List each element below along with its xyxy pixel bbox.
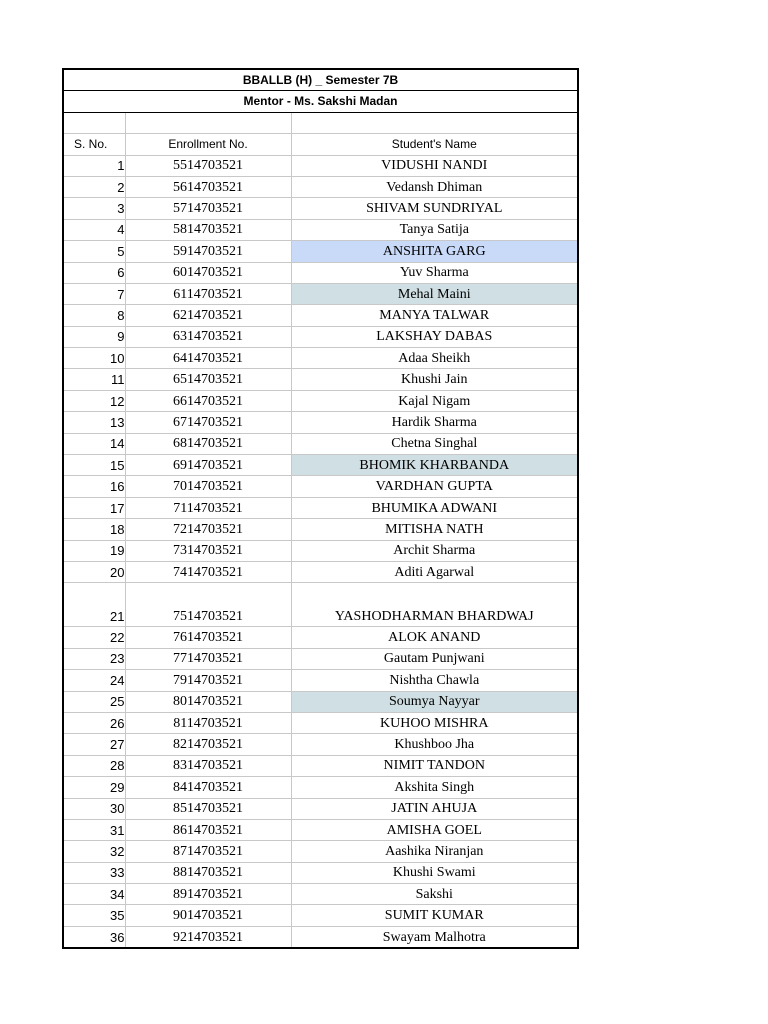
student-name-cell: Gautam Punjwani <box>291 648 578 669</box>
student-name-cell: Adaa Sheikh <box>291 348 578 369</box>
student-name-cell: Mehal Maini <box>291 283 578 304</box>
sno-cell: 3 <box>63 198 125 219</box>
table-row <box>63 262 578 283</box>
table-row <box>63 198 578 219</box>
table-row <box>63 691 578 712</box>
student-name-cell: Vedansh Dhiman <box>291 176 578 197</box>
enrollment-cell: 8314703521 <box>125 755 291 776</box>
table-row <box>63 561 578 582</box>
student-name-cell: Nishtha Chawla <box>291 670 578 691</box>
student-name-cell: Akshita Singh <box>291 777 578 798</box>
header-sno: S. No. <box>63 134 125 155</box>
sno-cell: 21 <box>63 583 125 627</box>
student-name-cell: Swayam Malhotra <box>291 926 578 948</box>
enrollment-cell: 6114703521 <box>125 283 291 304</box>
enrollment-cell: 8714703521 <box>125 841 291 862</box>
table-row <box>63 648 578 669</box>
enrollment-cell: 9014703521 <box>125 905 291 926</box>
sno-cell: 2 <box>63 176 125 197</box>
student-name-cell: Khushi Swami <box>291 862 578 883</box>
table-row <box>63 777 578 798</box>
sno-cell: 16 <box>63 476 125 497</box>
student-name-cell: Hardik Sharma <box>291 412 578 433</box>
enrollment-cell: 5814703521 <box>125 219 291 240</box>
table-row <box>63 627 578 648</box>
table-row <box>63 540 578 561</box>
enrollment-cell: 7914703521 <box>125 670 291 691</box>
table-row <box>63 884 578 905</box>
enrollment-cell: 8014703521 <box>125 691 291 712</box>
student-list-table <box>62 68 579 949</box>
enrollment-cell: 7714703521 <box>125 648 291 669</box>
sno-cell: 18 <box>63 519 125 540</box>
enrollment-cell: 5514703521 <box>125 155 291 176</box>
enrollment-cell: 7214703521 <box>125 519 291 540</box>
table-row <box>63 390 578 411</box>
table-row <box>63 755 578 776</box>
enrollment-cell: 5914703521 <box>125 241 291 262</box>
enrollment-cell: 6214703521 <box>125 305 291 326</box>
student-name-cell: Khushboo Jha <box>291 734 578 755</box>
sno-cell: 10 <box>63 348 125 369</box>
sno-cell: 14 <box>63 433 125 454</box>
enrollment-cell: 8614703521 <box>125 819 291 840</box>
table-row <box>63 176 578 197</box>
enrollment-cell: 6614703521 <box>125 390 291 411</box>
enrollment-cell: 7414703521 <box>125 561 291 582</box>
sno-cell: 1 <box>63 155 125 176</box>
enrollment-cell: 6914703521 <box>125 455 291 476</box>
sno-cell: 28 <box>63 755 125 776</box>
student-name-cell: VIDUSHI NANDI <box>291 155 578 176</box>
enrollment-cell: 7314703521 <box>125 540 291 561</box>
enrollment-cell: 7114703521 <box>125 497 291 518</box>
enrollment-cell: 9214703521 <box>125 926 291 948</box>
student-name-cell: Sakshi <box>291 884 578 905</box>
table-row <box>63 819 578 840</box>
student-name-cell: Aashika Niranjan <box>291 841 578 862</box>
table-row <box>63 798 578 819</box>
table-row <box>63 219 578 240</box>
student-name-cell: BHUMIKA ADWANI <box>291 497 578 518</box>
sno-cell: 36 <box>63 926 125 948</box>
table-row <box>63 670 578 691</box>
table-row <box>63 369 578 390</box>
sno-cell: 6 <box>63 262 125 283</box>
enrollment-cell: 8214703521 <box>125 734 291 755</box>
student-name-cell: AMISHA GOEL <box>291 819 578 840</box>
student-name-cell: SHIVAM SUNDRIYAL <box>291 198 578 219</box>
sheet-title: BBALLB (H) _ Semester 7B <box>63 69 578 91</box>
sno-cell: 11 <box>63 369 125 390</box>
table-row <box>63 283 578 304</box>
sno-cell: 4 <box>63 219 125 240</box>
student-name-cell: Tanya Satija <box>291 219 578 240</box>
table-row <box>63 305 578 326</box>
sno-cell: 35 <box>63 905 125 926</box>
title-row <box>63 69 578 91</box>
student-name-cell: ANSHITA GARG <box>291 241 578 262</box>
table-row <box>63 583 578 627</box>
table-row <box>63 841 578 862</box>
sno-cell: 22 <box>63 627 125 648</box>
table-row <box>63 412 578 433</box>
sno-cell: 8 <box>63 305 125 326</box>
table-row <box>63 926 578 948</box>
sno-cell: 23 <box>63 648 125 669</box>
table-row <box>63 348 578 369</box>
sno-cell: 24 <box>63 670 125 691</box>
enrollment-cell: 7614703521 <box>125 627 291 648</box>
enrollment-cell: 8914703521 <box>125 884 291 905</box>
student-name-cell: YASHODHARMAN BHARDWAJ <box>291 583 578 627</box>
enrollment-cell: 6814703521 <box>125 433 291 454</box>
table-row <box>63 734 578 755</box>
sno-cell: 17 <box>63 497 125 518</box>
student-name-cell: Soumya Nayyar <box>291 691 578 712</box>
blank-cell <box>63 112 125 133</box>
student-name-cell: MITISHA NATH <box>291 519 578 540</box>
table-row <box>63 433 578 454</box>
sno-cell: 29 <box>63 777 125 798</box>
sno-cell: 30 <box>63 798 125 819</box>
sno-cell: 20 <box>63 561 125 582</box>
student-name-cell: Archit Sharma <box>291 540 578 561</box>
sno-cell: 12 <box>63 390 125 411</box>
sno-cell: 7 <box>63 283 125 304</box>
blank-row <box>63 112 578 133</box>
student-name-cell: VARDHAN GUPTA <box>291 476 578 497</box>
table-row <box>63 519 578 540</box>
enrollment-cell: 8114703521 <box>125 712 291 733</box>
table-row <box>63 326 578 347</box>
sno-cell: 27 <box>63 734 125 755</box>
sno-cell: 13 <box>63 412 125 433</box>
sno-cell: 31 <box>63 819 125 840</box>
enrollment-cell: 6014703521 <box>125 262 291 283</box>
student-name-cell: NIMIT TANDON <box>291 755 578 776</box>
student-name-cell: ALOK ANAND <box>291 627 578 648</box>
student-name-cell: KUHOO MISHRA <box>291 712 578 733</box>
enrollment-cell: 7514703521 <box>125 583 291 627</box>
student-name-cell: Yuv Sharma <box>291 262 578 283</box>
enrollment-cell: 8514703521 <box>125 798 291 819</box>
table-row <box>63 455 578 476</box>
header-name: Student's Name <box>291 134 578 155</box>
sno-cell: 33 <box>63 862 125 883</box>
enrollment-cell: 6514703521 <box>125 369 291 390</box>
header-enrollment: Enrollment No. <box>125 134 291 155</box>
sno-cell: 9 <box>63 326 125 347</box>
table-row <box>63 905 578 926</box>
student-name-cell: SUMIT KUMAR <box>291 905 578 926</box>
table-row <box>63 497 578 518</box>
mentor-line: Mentor - Ms. Sakshi Madan <box>63 91 578 112</box>
student-name-cell: Aditi Agarwal <box>291 561 578 582</box>
table-row <box>63 155 578 176</box>
student-name-cell: Chetna Singhal <box>291 433 578 454</box>
sno-cell: 34 <box>63 884 125 905</box>
sno-cell: 19 <box>63 540 125 561</box>
blank-cell <box>125 112 291 133</box>
sno-cell: 15 <box>63 455 125 476</box>
mentor-row <box>63 91 578 112</box>
student-name-cell: Kajal Nigam <box>291 390 578 411</box>
table-row <box>63 241 578 262</box>
blank-cell <box>291 112 578 133</box>
student-name-cell: Khushi Jain <box>291 369 578 390</box>
sno-cell: 32 <box>63 841 125 862</box>
enrollment-cell: 7014703521 <box>125 476 291 497</box>
enrollment-cell: 8414703521 <box>125 777 291 798</box>
enrollment-cell: 6314703521 <box>125 326 291 347</box>
sno-cell: 26 <box>63 712 125 733</box>
table-row <box>63 476 578 497</box>
enrollment-cell: 6714703521 <box>125 412 291 433</box>
student-name-cell: LAKSHAY DABAS <box>291 326 578 347</box>
enrollment-cell: 5714703521 <box>125 198 291 219</box>
table-row <box>63 712 578 733</box>
enrollment-cell: 6414703521 <box>125 348 291 369</box>
student-name-cell: BHOMIK KHARBANDA <box>291 455 578 476</box>
enrollment-cell: 8814703521 <box>125 862 291 883</box>
sno-cell: 25 <box>63 691 125 712</box>
table-row <box>63 862 578 883</box>
enrollment-cell: 5614703521 <box>125 176 291 197</box>
table-body <box>63 69 578 948</box>
student-name-cell: MANYA TALWAR <box>291 305 578 326</box>
sno-cell: 5 <box>63 241 125 262</box>
header-row <box>63 134 578 155</box>
student-name-cell: JATIN AHUJA <box>291 798 578 819</box>
